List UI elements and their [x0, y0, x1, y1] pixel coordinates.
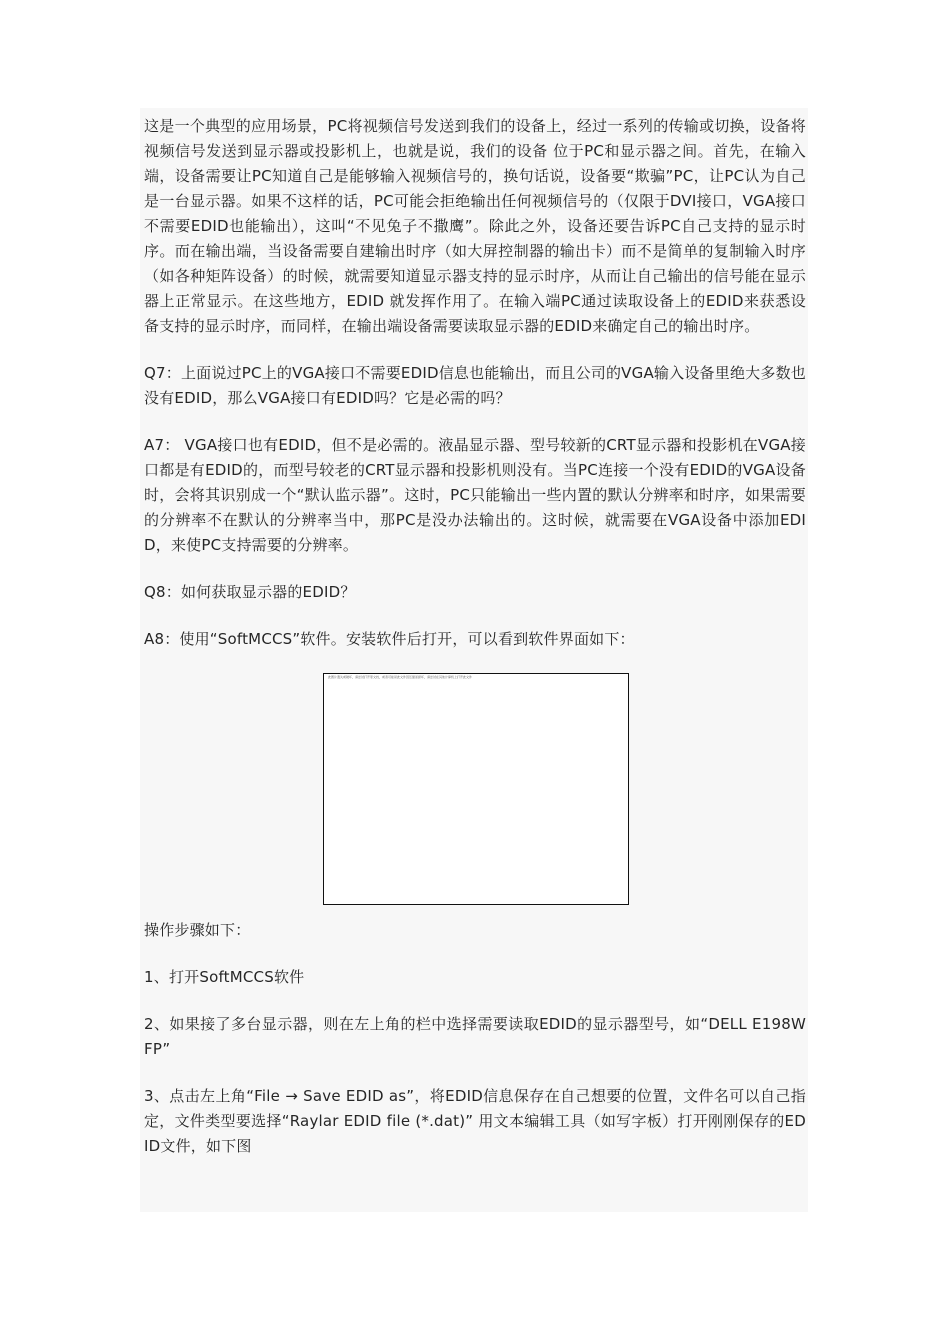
answer-a8: A8：使用“SoftMCCS”软件。安装软件后打开，可以看到软件界面如下：: [144, 630, 635, 648]
answer-a7: A7： VGA接口也有EDID，但不是必需的。液晶显示器、型号较新的CRT显示器和投影机在VGA接口都是有EDID的，而型号较老的CRT显示器和投影机则没有。当PC连接一个没有EDID的VGA设备时，会将其识别成一个“默认监示器”。这时，PC只能输出一些内置的默认分辨率和时序，如果需要的分辨率不在默认的分辨率当中，那PC是没办法输出的。这时候，就需要在VGA设备中添加EDID，来使PC支持需要的分辨率。: [144, 436, 806, 554]
steps-heading: 操作步骤如下：: [144, 921, 251, 939]
figure-container: [144, 652, 806, 918]
text-column: [144, 114, 806, 1159]
software-screenshot-placeholder: [323, 673, 629, 905]
step-1: 1、打开SoftMCCS软件: [144, 968, 305, 986]
question-q8: Q8：如何获取显示器的EDID？: [144, 583, 356, 601]
figure-caption: 此图片遗失或破坏，请尝试打开原文档，或者可能是此文件因压缩而损坏，请尝试在其他计算机上打开此文件: [328, 675, 473, 679]
question-q7: Q7：上面说过PC上的VGA接口不需要EDID信息也能输出，而且公司的VGA输入设备里绝大多数也没有EDID，那么VGA接口有EDID吗？它是必需的吗？: [144, 364, 806, 407]
paragraph-intro: 这是一个典型的应用场景，PC将视频信号发送到我们的设备上，经过一系列的传输或切换，设备将视频信号发送到显示器或投影机上，也就是说，我们的设备 位于PC和显示器之间。首先，在输入端，设备需要让PC知道自己是能够输入视频信号的，换句话说，设备要“欺骗”PC，让PC认为自己是一台显示器。如果不这样的话，PC可能会拒绝输出任何视频信号的（仅限于DVI接口，VGA接口不需要EDID也能输出），这叫“不见兔子不撒鹰”。除此之外，设备还要告诉PC自己支持的显示时序。而在输出端，当设备需要自建输出时序（如大屏控制器的输出卡）而不是简单的复制输入时序（如各种矩阵设备）的时候，就需要知道显示器支持的显示时序，从而让自己输出的信号能在显示器上正常显示。在这些地方，EDID 就发挥作用了。在输入端PC通过读取设备上的EDID来获悉设备支持的显示时序，而同样，在输出端设备需要读取显示器的EDID来确定自己的输出时序。: [144, 117, 806, 335]
step-2: 2、如果接了多台显示器，则在左上角的栏中选择需要读取EDID的显示器型号，如“DELL E198WFP”: [144, 1015, 806, 1058]
step-3: 3、点击左上角“File → Save EDID as”，将EDID信息保存在自己想要的位置，文件名可以自己指定，文件类型要选择“Raylar EDID file (*.dat)” 用文本编辑工具（如写字板）打开刚刚保存的EDID文件，如下图: [144, 1087, 806, 1155]
